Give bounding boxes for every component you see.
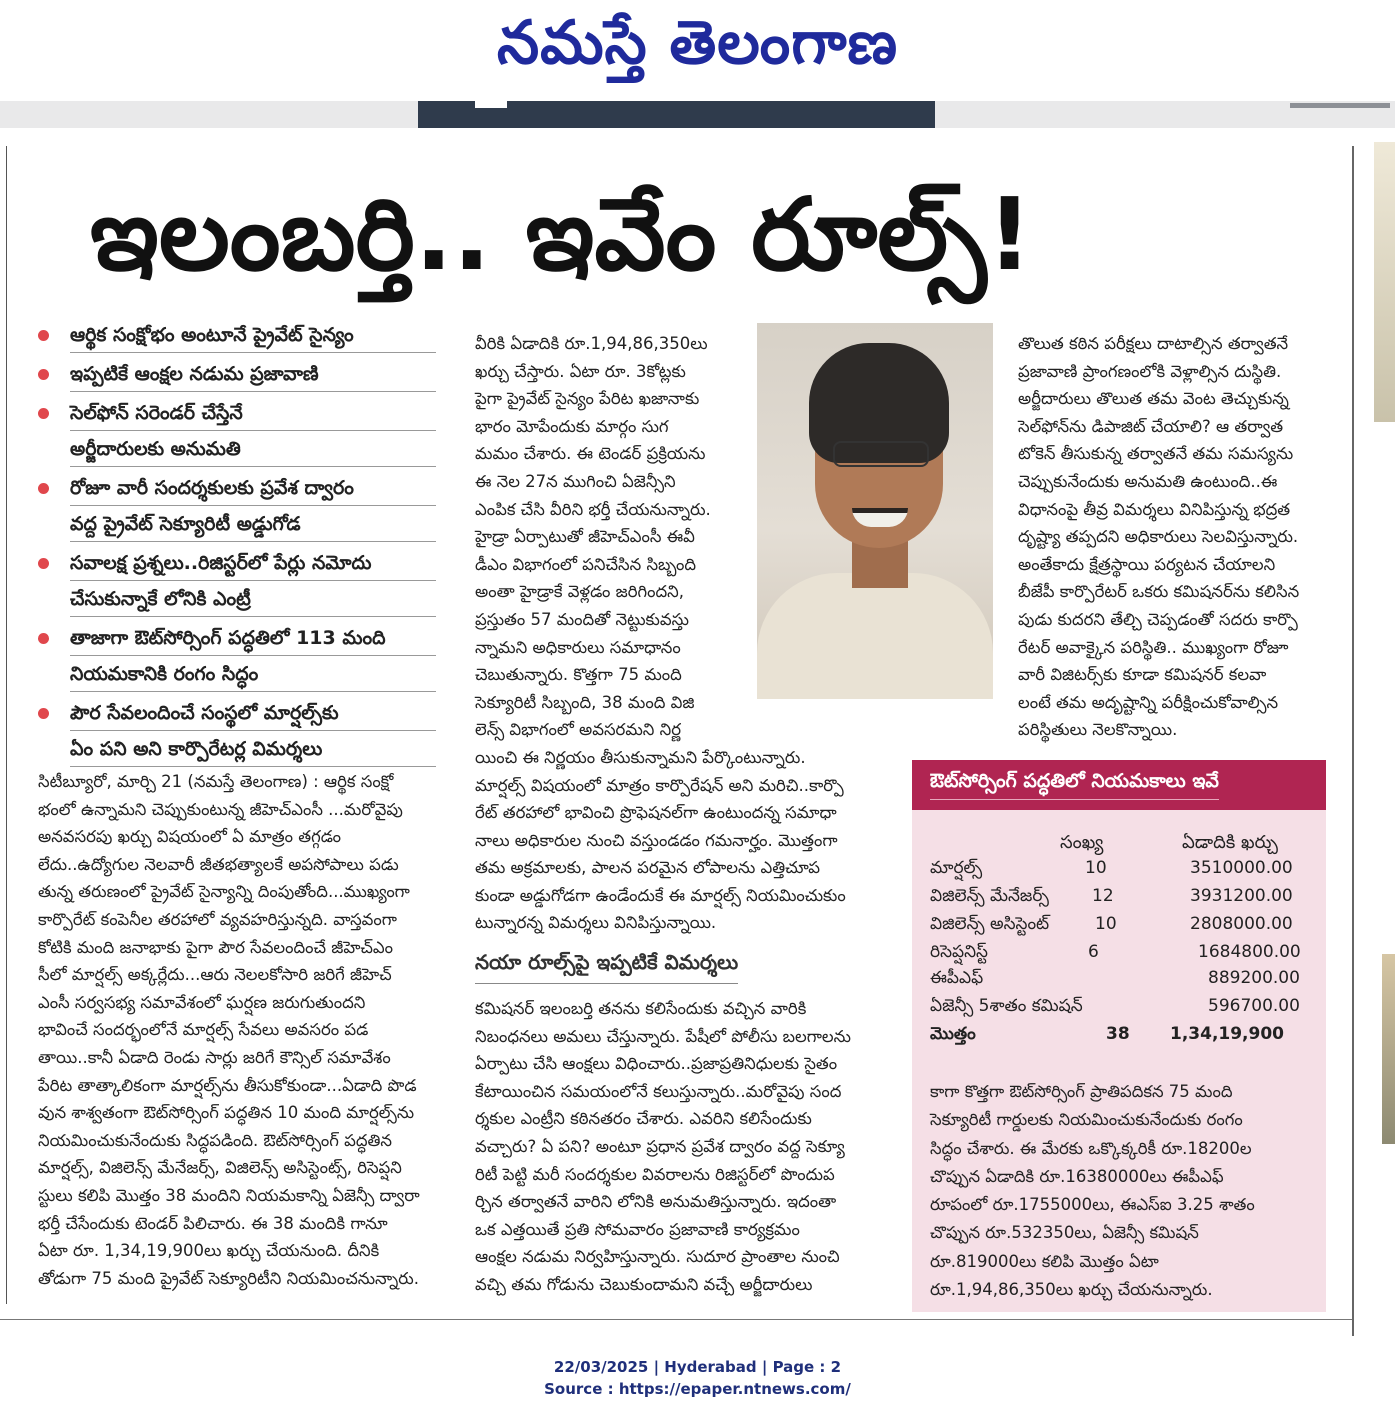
- article-column-1: [38, 768, 448, 1292]
- column-header-count: సంఖ్య: [1060, 832, 1104, 853]
- text-line: విధానంపై తీవ్ర విమర్శలు వినిపిస్తున్న భద్రత: [1018, 499, 1291, 519]
- bullet-item: [36, 359, 436, 392]
- row-name: మార్షల్స్: [930, 858, 983, 878]
- text-line: నిబంధనలు అమలు చేస్తున్నారు. పేషీలో పోలీసు బలగాలను: [475, 1026, 851, 1046]
- text-line: రిటీ పెట్టి మరీ సందర్శకుల వివరాలను రిజిస్టర్‌లో పొందుప: [475, 1164, 835, 1184]
- text-line: వున శాశ్వతంగా ఔట్‌సోర్సింగ్ పద్ధతిన 10 మంది మార్షల్స్‌ను: [38, 1103, 415, 1123]
- text-line: సిద్ధం చేశారు. ఈ మేరకు ఒక్కొక్కరికీ రూ.18200ల: [930, 1138, 1252, 1158]
- bullet-line: అర్జీదారులకు అనుమతి: [70, 434, 436, 467]
- portrait-photo: [757, 323, 993, 699]
- text-line: యించి ఈ నిర్ణయం తీసుకున్నామని పేర్కొంటున్నారు.: [475, 747, 806, 767]
- text-line: అంతేకాదు క్షేత్రస్థాయి పర్యటన చేయాలని: [1018, 554, 1276, 574]
- bullet-item: [36, 398, 436, 467]
- text-line: సీలో మార్షల్స్ అక్కర్లేదు...ఆరు నెలలకోసారి జరిగే జీహెచ్: [38, 965, 392, 985]
- text-line: సెక్యూరిటీ సిబ్బంది, 38 మంది విజి: [475, 692, 695, 712]
- column-divider: [1352, 146, 1354, 1336]
- text-line: కమిషనర్ ఇలంబర్తి తనను కలిసేందుకు వచ్చిన వారికి: [475, 999, 807, 1018]
- portrait-glasses: [833, 441, 929, 467]
- bullet-line: పౌర సేవలందించే సంస్థలో మార్షల్స్‌కు: [70, 698, 436, 731]
- row-count: 6: [1088, 942, 1099, 962]
- text-line: కాగా కొత్తగా ఔట్‌సోర్సింగ్ ప్రాతిపదికన 75 మంది: [930, 1082, 1233, 1101]
- bullet-line: చేసుకున్నాకే లోనికి ఎంట్రీ: [70, 584, 436, 617]
- masthead: [0, 0, 1395, 100]
- bullet-dot-icon: [38, 408, 49, 419]
- text-line: తమ అక్రమాలకు, పాలన పరమైన లోపాలను ఎత్తిచూప: [475, 858, 820, 878]
- text-line: చొప్పున రూ.532350లు, ఏజెన్సీ కమిషన్: [930, 1223, 1199, 1243]
- table-row: [930, 858, 1320, 886]
- row-cost: 3931200.00: [1190, 886, 1293, 906]
- bullet-line: సవాలక్ష ప్రశ్నలు..రిజిస్టర్‌లో పేర్లు నమోదు: [70, 548, 436, 581]
- page-footer: [0, 1356, 1395, 1400]
- text-line: వచ్చి తమ గోడును చెబుకుందామని వచ్చే అర్జీదారులు: [475, 1274, 813, 1294]
- top-bar-edge: [1290, 103, 1390, 108]
- text-line: ర్చిన తర్వాతనే వారిని లోనికి అనుమతిస్తున్నారు. ఇదంతా: [475, 1192, 837, 1212]
- text-line: ఎంపిక చేసి వీరిని భర్తీ చేయనున్నారు.: [475, 499, 711, 519]
- bullet-line: రోజూ వారీ సందర్శకులకు ప్రవేశ ద్వారం: [70, 473, 436, 506]
- text-line: సెక్యూరిటీ గార్డులకు నియమించుకునేందుకు రంగం: [930, 1110, 1243, 1130]
- row-name: రిసెప్షనిస్ట్: [930, 942, 988, 962]
- bullet-item: [36, 320, 436, 353]
- row-cost: 2808000.00: [1190, 914, 1293, 934]
- bullet-dot-icon: [38, 330, 49, 341]
- text-line: ఏటా రూ. 1,34,19,900లు ఖర్చు చేయనుంది. దీనికి: [38, 1241, 380, 1261]
- row-cost: 1684800.00: [1198, 942, 1301, 962]
- text-line: వారీ విజిటర్స్‌కు కూడా కమిషనర్ కలవా: [1018, 665, 1267, 685]
- info-box-title-bar: [912, 760, 1326, 810]
- bullet-item: [36, 548, 436, 617]
- text-line: తోడుగా 75 మంది ప్రైవేట్ సెక్యూరిటీని నియమించనున్నారు.: [38, 1268, 419, 1288]
- adjacent-photo: [1374, 142, 1395, 422]
- text-line: చొప్పున ఏడాదికి రూ.16380000లు ఈపీఎఫ్: [930, 1166, 1224, 1186]
- text-line: న్నామని అధికారులు సమాధానం: [475, 637, 681, 657]
- text-line: ప్రజావాణి ప్రాంగణంలోకి వెళ్లాల్సిన దుస్థితి.: [1018, 361, 1282, 381]
- bullet-dot-icon: [38, 483, 49, 494]
- text-line: ఎంసీ సర్వసభ్య సమావేశంలో ఘర్షణ జరుగుతుందని: [38, 992, 366, 1012]
- info-box: [912, 760, 1326, 1312]
- article-column-3: [1018, 330, 1328, 744]
- text-line: మమం చేశారు. ఈ టెండర్ ప్రక్రియను: [475, 444, 706, 464]
- text-line: అర్జీదారులు తొలుత తమ వెంట తెచ్చుకున్న: [1018, 389, 1289, 409]
- row-cost: 596700.00: [1208, 996, 1300, 1016]
- text-line: ఈ నెల 27న ముగించి ఏజెన్సీని: [475, 471, 676, 491]
- info-box-note: [930, 1078, 1320, 1304]
- text-line: తున్న తరుణంలో ప్రైవేట్ సైన్యాన్ని దింపుతోంది...ముఖ్యంగా: [38, 882, 410, 902]
- table-row: [930, 968, 1320, 996]
- text-line: పుడు కుదరని తేల్చి చెప్పడంతో సదరు కార్పొ: [1018, 609, 1298, 629]
- bullet-line: ఏం పని అని కార్పొరేటర్ల విమర్శలు: [70, 734, 436, 767]
- text-line: రూపంలో రూ.1755000లు, ఈఎస్ఐ 3.25 శాతం: [930, 1195, 1255, 1215]
- article-column-2-lower: [475, 995, 887, 1299]
- text-line: చెప్పుకునేందుకు అనుమతి ఉంటుంది..ఈ: [1018, 471, 1278, 491]
- text-line: లంటే తమ అదృష్టాన్ని పరీక్షించుకోవాల్సిన: [1018, 692, 1279, 712]
- text-line: రేటర్ అవాక్కైన పరిస్థితి.. ముఖ్యంగా రోజూ: [1018, 637, 1289, 657]
- text-line: టున్నారన్న విమర్శలు వినిపిస్తున్నాయి.: [475, 913, 717, 933]
- text-line: భారం మోపేందుకు మార్గం సుగ: [475, 416, 669, 436]
- text-line: ఒక ఎత్తయితే ప్రతి సోమవారం ప్రజావాణి కార్యక్రమం: [475, 1219, 800, 1239]
- row-name: ఈపీఎఫ్: [930, 968, 984, 988]
- newspaper-logo: నమస్తే తెలంగాణ: [496, 8, 899, 78]
- bullet-item: [36, 698, 436, 767]
- bullet-line: ఆర్థిక సంక్షోభం అంటూనే ప్రైవేట్ సైన్యం: [70, 320, 436, 353]
- text-line: టోకెన్ తీసుకున్న తర్వాతనే తమ సమస్యను: [1018, 444, 1294, 464]
- text-line: తొలుత కఠిన పరీక్షలు దాటాల్సిన తర్వాతనే: [1018, 334, 1289, 353]
- bullet-dot-icon: [38, 558, 49, 569]
- page-border: [6, 146, 7, 1304]
- text-line: భర్తీ చేసేందుకు టెండర్ పిలిచారు. ఈ 38 మందికి గానూ: [38, 1213, 388, 1233]
- total-cost: 1,34,19,900: [1170, 1024, 1285, 1044]
- text-line: మార్షల్స్, విజిలెన్స్ మేనేజర్స్, విజిలెన్స్ అసిస్టెంట్స్, రిసెప్షని: [38, 1158, 402, 1178]
- top-bar-tab: [475, 101, 507, 108]
- table-row: [930, 996, 1320, 1024]
- text-line: ఖర్చు చేస్తారు. ఏటా రూ. 3కోట్లకు: [475, 361, 686, 381]
- text-line: అనవసరపు ఖర్చు విషయంలో ఏ మాత్రం తగ్గడం: [38, 827, 342, 847]
- text-line: రేట్ తరహాలో భావించి ప్రొఫెషనల్‌గా ఉంటుందన్న సమాధా: [475, 803, 837, 823]
- total-count: 38: [1106, 1024, 1130, 1044]
- text-line: చెబుతున్నారు. కొత్తగా 75 మంది: [475, 665, 682, 685]
- text-line: కోటికి మంది జనాభాకు పైగా పౌర సేవలందించే జీహెచ్‌ఎం: [38, 937, 394, 957]
- table-row: [930, 914, 1320, 942]
- column-header-cost: ఏడాదికి ఖర్చు: [1182, 832, 1278, 853]
- text-line: రూ.819000లు కలిపి మొత్తం ఏటా: [930, 1251, 1159, 1271]
- text-line: భావించే సందర్భంలోనే మార్షల్స్ సేవలు అవసరం పడ: [38, 1020, 369, 1040]
- text-line: పైగా ప్రైవేట్ సైన్యం పేరిట ఖజానాకు: [475, 389, 700, 409]
- text-line: భంలో ఉన్నామని చెప్పుకుంటున్న జీహెచ్‌ఎంసీ ...మరోవైపు: [38, 799, 403, 819]
- table-row: [930, 886, 1320, 914]
- text-line: సెల్‌ఫోన్‌ను డిపాజిట్ చేయాలి? ఆ తర్వాత: [1018, 416, 1284, 436]
- text-line: కార్పొరేట్ కంపెనీల తరహాలో వ్యవహరిస్తున్నది. వాస్తవంగా: [38, 909, 397, 929]
- text-line: లెన్స్ విభాగంలో అవసరమని నిర్ణ: [475, 720, 681, 740]
- portrait-shirt: [757, 573, 993, 699]
- text-line: ఏర్పాటు చేసి ఆంక్షలు విధించారు..ప్రజాప్రతినిధులకు సైతం: [475, 1054, 838, 1074]
- row-cost: 889200.00: [1208, 968, 1300, 988]
- text-line: లేదు..ఉద్యోగుల నెలవారీ జీతభత్యాలకే అపసోపాలు పడు: [38, 854, 399, 874]
- text-line: తాయి..కానీ ఏడాది రెండు సార్లు జరిగే కౌన్సిల్ సమావేశం: [38, 1047, 391, 1067]
- bullet-dot-icon: [38, 369, 49, 380]
- bullet-line: ఇప్పటికే ఆంక్షల నడుమ ప్రజావాణి: [70, 359, 436, 392]
- text-line: వీరికి ఏడాదికి రూ.1,94,86,350లు: [475, 334, 708, 353]
- text-line: దృష్ట్యా తప్పదని అధికారులు సెలవిస్తున్నారు.: [1018, 527, 1299, 547]
- bullet-line: వద్ద ప్రైవేట్ సెక్యూరిటీ అడ్డుగోడ: [70, 509, 436, 542]
- text-line: వచ్చారు? ఏ పని? అంటూ ప్రధాన ప్రవేశ ద్వారం వద్ద సెక్యూ: [475, 1136, 845, 1156]
- bullet-dot-icon: [38, 633, 49, 644]
- text-line: డీఎం విభాగంలో పనిచేసిన సిబ్బంది: [475, 554, 697, 574]
- row-name: విజిలెన్స్ మేనేజర్స్: [930, 886, 1049, 906]
- top-bar: [0, 101, 1395, 128]
- row-count: 12: [1092, 886, 1114, 906]
- text-line: కుండా అడ్డుగోడగా ఉండేందుకే ఈ మార్షల్స్ నియమించుకుం: [475, 885, 846, 905]
- bullet-item: [36, 473, 436, 542]
- text-line: ర్శకుల ఎంట్రీని కఠినతరం చేశారు. ఎవరిని కలిసేందుకు: [475, 1109, 812, 1129]
- text-line: సిటీబ్యూరో, మార్చి 21 (నమస్తే తెలంగాణ) : ఆర్థిక సంక్షో: [38, 772, 394, 791]
- text-line: నాలు అధికారుల నుంచి వస్తుండడం గమనార్హం. మొత్తంగా: [475, 830, 838, 850]
- text-line: పేరిట తాత్కాలికంగా మార్షల్స్‌ను తీసుకోకుండా...ఏడాది పొడ: [38, 1075, 417, 1095]
- text-line: అంతా హైడ్రాకే వెళ్లడం జరిగిందని,: [475, 582, 684, 602]
- row-name: విజిలెన్స్ అసిస్టెంట్: [930, 914, 1050, 934]
- adjacent-photo: [1382, 954, 1395, 1144]
- text-line: హైడ్రా ఏర్పాటుతో జీహెచ్‌ఎంసీ ఈవీ: [475, 527, 695, 547]
- bullet-line: నియమకానికి రంగం సిద్ధం: [70, 659, 436, 692]
- table-row: [930, 942, 1320, 970]
- bullet-line: సెల్‌ఫోన్ సరెండర్ చేస్తేనే: [70, 398, 436, 431]
- row-cost: 3510000.00: [1190, 858, 1293, 878]
- row-name: ఏజెన్సీ 5శాతం కమిషన్: [930, 996, 1083, 1016]
- info-box-title: ఔట్‌సోర్సింగ్ పద్ధతిలో నియమకాలు ఇవే: [930, 770, 1219, 800]
- adjacent-article-strip: [1372, 142, 1395, 1342]
- text-line: కేటాయించిన సమయంలోనే కలుస్తున్నారు..మరోవైపు సంద: [475, 1081, 842, 1101]
- text-line: బీజేపీ కార్పొరేటర్ ఒకరు కమిషనర్‌ను కలిసిన: [1018, 582, 1300, 602]
- row-count: 10: [1085, 858, 1107, 878]
- text-line: స్టులు కలిపి మొత్తం 38 మందిని నియమకాన్ని ఏజెన్సీ ద్వారా: [38, 1185, 420, 1205]
- text-line: మార్షల్స్ విషయంలో మాత్రం కార్పొరేషన్ అని మరిచి..కార్పొ: [475, 775, 844, 795]
- bullet-line: తాజాగా ఔట్‌సోర్సింగ్ పద్ధతిలో 113 మంది: [70, 623, 436, 656]
- table-total-row: [930, 1024, 1320, 1052]
- text-line: ప్రస్తుతం 57 మందితో నెట్టుకువస్తు: [475, 609, 689, 629]
- bullet-dot-icon: [38, 708, 49, 719]
- footer-source-line[interactable]: Source : https://epaper.ntnews.com/: [544, 1380, 851, 1398]
- footer-date-line: 22/03/2025 | Hyderabad | Page : 2: [553, 1358, 842, 1376]
- text-line: నియమించుకునేందుకు సిద్ధపడింది. ఔట్‌సోర్సింగ్ పద్ధతిన: [38, 1130, 392, 1150]
- text-line: రూ.1,94,86,350లు ఖర్చు చేయనున్నారు.: [930, 1280, 1213, 1300]
- article-headline: ఇలంబర్తి.. ఇవేం రూల్స్!: [90, 176, 1033, 293]
- row-count: 10: [1095, 914, 1117, 934]
- bullet-item: [36, 623, 436, 692]
- column-2-narrow-block: [475, 330, 737, 744]
- text-line: పరిస్థితులు నెలకొన్నాయి.: [1018, 720, 1178, 740]
- bottom-divider: [0, 1319, 1352, 1320]
- article-subheading: నయా రూల్స్‌పై ఇప్పటికే విమర్శలు: [475, 950, 738, 984]
- bullet-list: [36, 320, 436, 773]
- total-label: మొత్తం: [930, 1024, 976, 1044]
- text-line: ఆంక్షల నడుమ నిర్వహిస్తున్నారు. సుదూర ప్రాంతాల నుంచి: [475, 1247, 840, 1267]
